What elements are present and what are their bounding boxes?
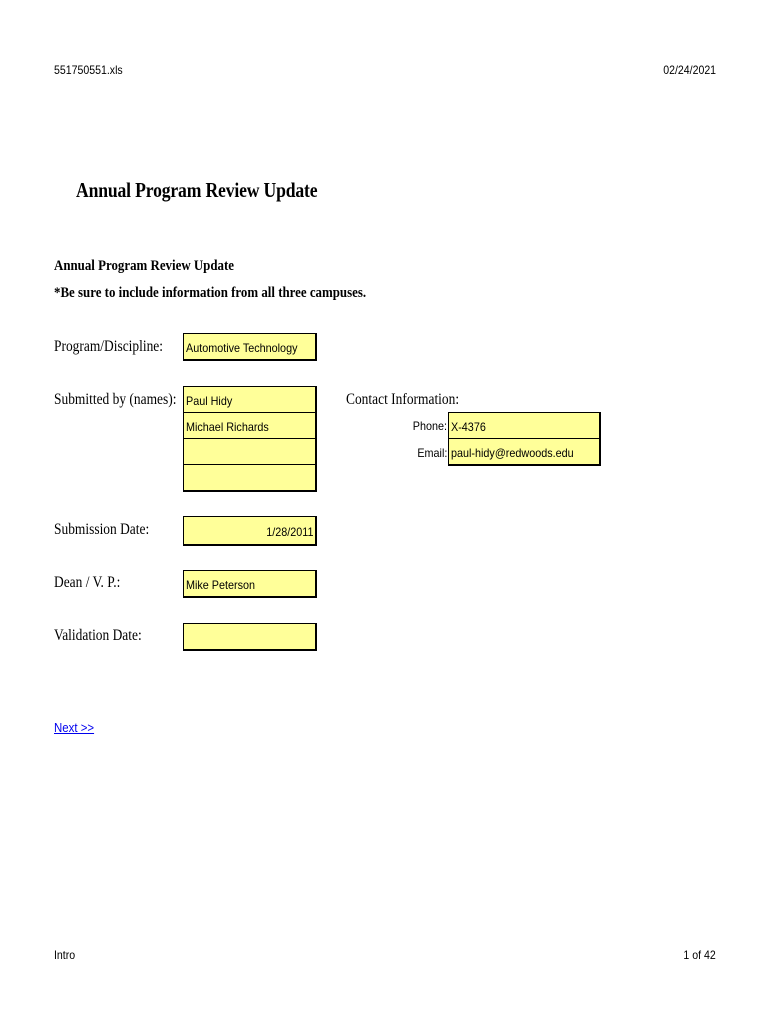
phone-value: X-4376 bbox=[451, 420, 486, 434]
file-name: 551750551.xls bbox=[54, 63, 123, 77]
program-value: Automotive Technology bbox=[186, 341, 298, 355]
dean-vp-input[interactable] bbox=[183, 570, 317, 598]
page-number: 1 of 42 bbox=[683, 948, 716, 962]
instruction-note: *Be sure to include information from all three campuses. bbox=[54, 285, 367, 301]
validation-date-input[interactable] bbox=[183, 623, 317, 651]
sheet-name: Intro bbox=[54, 948, 76, 962]
dean-vp-value: Mike Peterson bbox=[186, 578, 256, 592]
next-link[interactable]: Next >> bbox=[54, 720, 95, 735]
submission-date-value: 1/28/2011 bbox=[265, 525, 313, 539]
phone-input[interactable] bbox=[448, 412, 601, 440]
print-date: 02/24/2021 bbox=[663, 63, 716, 77]
email-label: Email: bbox=[416, 446, 447, 460]
email-value: paul-hidy@redwoods.edu bbox=[451, 446, 574, 460]
section-heading: Annual Program Review Update bbox=[54, 258, 234, 274]
submitted-by-value: Paul Hidy bbox=[186, 394, 233, 408]
submitted-by-value: Michael Richards bbox=[186, 420, 269, 434]
submitted-by-input-2[interactable] bbox=[183, 412, 317, 440]
submission-date-label: Submission Date: bbox=[54, 521, 150, 538]
submitted-by-input-3[interactable] bbox=[183, 438, 317, 466]
validation-date-label: Validation Date: bbox=[54, 627, 142, 644]
submitted-by-label: Submitted by (names): bbox=[54, 391, 177, 408]
dean-vp-label: Dean / V. P.: bbox=[54, 574, 121, 591]
page-title: Annual Program Review Update bbox=[76, 178, 318, 202]
submitted-by-input-1[interactable] bbox=[183, 386, 317, 414]
phone-label: Phone: bbox=[412, 419, 447, 433]
program-label: Program/Discipline: bbox=[54, 338, 164, 355]
email-input[interactable] bbox=[448, 438, 601, 466]
submission-date-input[interactable] bbox=[183, 516, 317, 546]
submitted-by-input-4[interactable] bbox=[183, 464, 317, 492]
contact-info-label: Contact Information: bbox=[346, 391, 460, 408]
program-input[interactable] bbox=[183, 333, 317, 361]
